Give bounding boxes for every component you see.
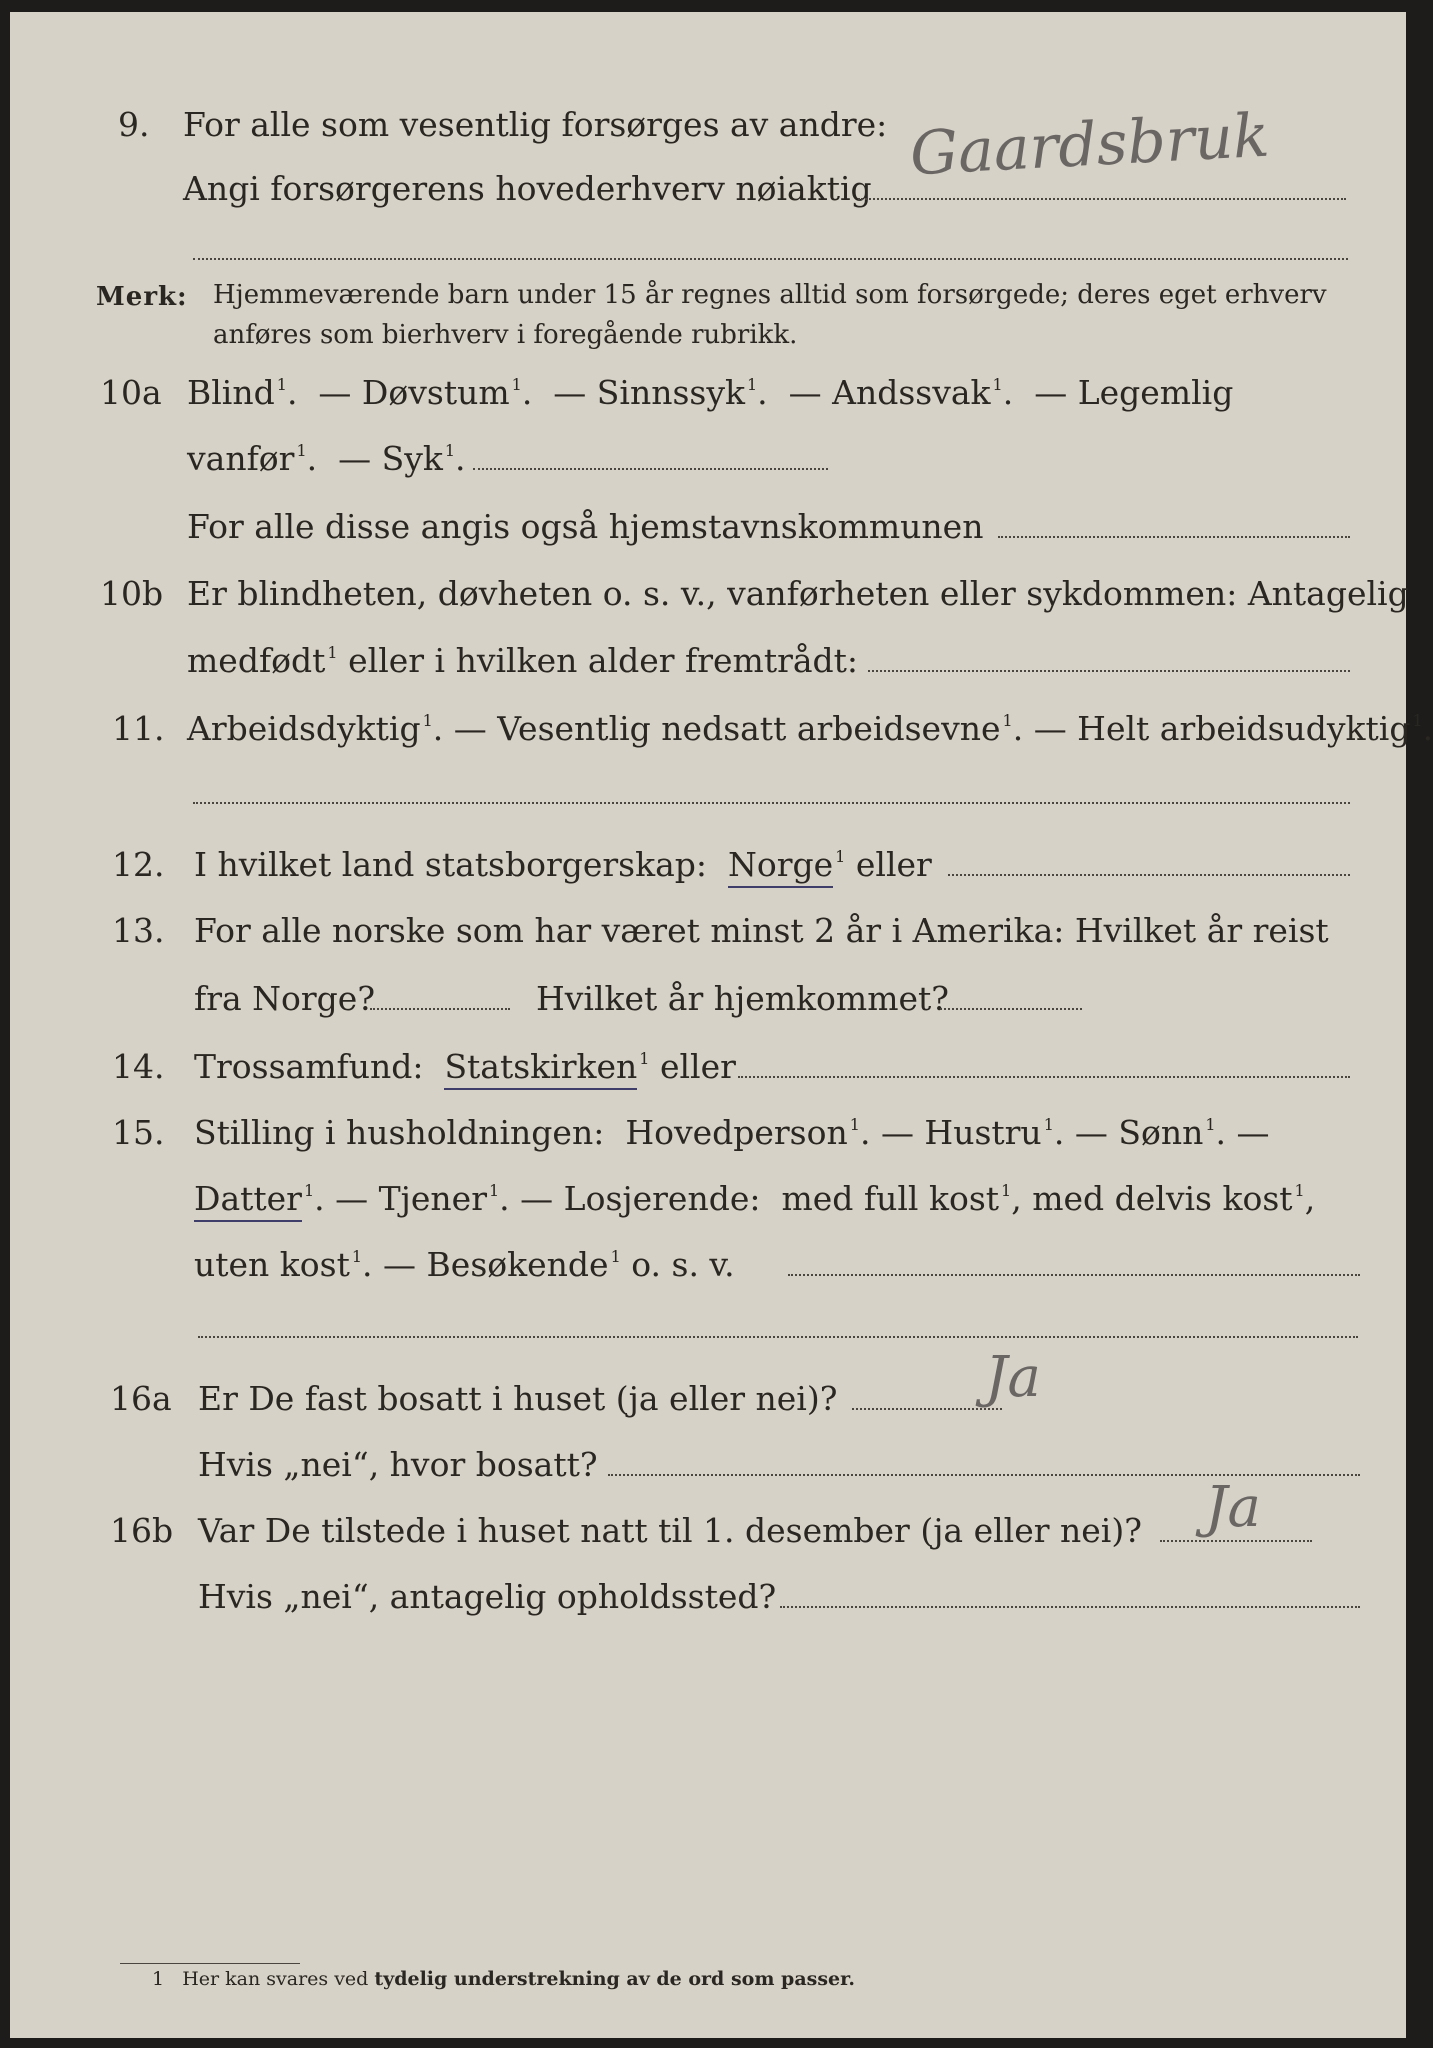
- q15-line1: Stilling i husholdningen: Hovedperson $^1$. — Hustru $^1$. — Sønn $^1$. —: [194, 1113, 1270, 1152]
- q10b-line1: Er blindheten, døvheten o. s. v., vanførheten eller sykdommen: Antagelig: [187, 574, 1409, 613]
- question-number-9: 9.: [118, 105, 150, 144]
- q13-reist-line: [370, 1008, 510, 1010]
- q9-extra-line: [193, 258, 1348, 260]
- q10b-line2: medfødt $^1$ eller i hvilken alder fremtrådt:: [187, 641, 859, 680]
- q9-answer-line: [858, 198, 1346, 200]
- question-number-11: 11.: [112, 709, 165, 748]
- question-number-13: 13.: [112, 911, 165, 950]
- q9-handwritten-answer: Gaardsbruk: [908, 100, 1272, 190]
- q14-answer-line: [738, 1076, 1350, 1078]
- q15-extra-line: [198, 1336, 1358, 1338]
- question-number-14: 14.: [112, 1047, 165, 1086]
- q14-line1: Trossamfund: Statskirken $^1$ eller: [194, 1050, 736, 1083]
- merk-line1: Hjemmeværende barn under 15 år regnes alltid som forsørgede; deres eget erhverv: [213, 280, 1327, 310]
- q16a-line2: Hvis „nei“, hvor bosatt?: [198, 1445, 598, 1484]
- q10a-line1: Blind $^1$. — Døvstum $^1$. — Sinnssyk $^1$. — Andssvak $^1$. — Legemlig: [187, 373, 1234, 412]
- q15-line3: uten kost $^1$. — Besøkende $^1$ o. s. v.: [194, 1245, 735, 1284]
- q15-datter-underlined: Datter: [194, 1179, 302, 1222]
- q11-line1: Arbeidsdyktig $^1$. — Vesentlig nedsatt arbeidsevne $^1$. — Helt arbeidsudyktig $^1$.: [187, 709, 1433, 748]
- question-number-10a: 10a: [100, 373, 162, 412]
- q10a-line2: vanfør $^1$. — Syk $^1$.: [187, 439, 466, 478]
- footnote: 1 Her kan svares ved tydelig understrekning av de ord som passer.: [152, 1968, 855, 1990]
- q9-line1: For alle som vesentlig forsørges av andre:: [183, 105, 888, 144]
- q13-line2b: Hvilket år hjemkommet?: [536, 979, 949, 1018]
- q10a-hjemstavn-line: [998, 536, 1350, 538]
- q9-line2: Angi forsørgerens hovederhverv nøiaktig: [183, 169, 872, 208]
- q16b-handwritten-answer: Ja: [1205, 1475, 1261, 1540]
- q12-norge-underlined: Norge: [728, 845, 833, 888]
- q10a-line3: For alle disse angis også hjemstavnskommunen: [187, 507, 984, 546]
- q16b-answer-line: [1160, 1540, 1312, 1542]
- q16a-line1: Er De fast bosatt i huset (ja eller nei)?: [198, 1379, 838, 1418]
- q10a-syk-line: [473, 468, 828, 470]
- q13-line2a: fra Norge?: [194, 979, 376, 1018]
- q13-line1: For alle norske som har været minst 2 år i Amerika: Hvilket år reist: [194, 911, 1329, 950]
- q15-line2: Datter $^1$. — Tjener $^1$. — Losjerende: med full kost $^1$, med delvis kost $^1$,: [194, 1182, 1315, 1215]
- q16b-opholdssted-line: [780, 1606, 1360, 1608]
- q11-extra-line: [193, 802, 1350, 804]
- merk-label: Merk:: [96, 282, 188, 312]
- q13-hjemkommet-line: [940, 1008, 1082, 1010]
- q14-statskirken-underlined: Statskirken: [444, 1047, 637, 1090]
- merk-line2: anføres som bierhverv i foregående rubrikk.: [213, 320, 798, 350]
- q16a-handwritten-answer: Ja: [985, 1345, 1041, 1410]
- q12-line1: I hvilket land statsborgerskap: Norge $^1$ eller: [194, 848, 932, 881]
- question-number-16b: 16b: [110, 1511, 174, 1550]
- form-page: [10, 12, 1433, 2038]
- q16b-line1: Var De tilstede i huset natt til 1. desember (ja eller nei)?: [198, 1511, 1142, 1550]
- question-number-15: 15.: [112, 1113, 165, 1152]
- footnote-rule: [120, 1963, 300, 1964]
- question-number-12: 12.: [112, 845, 165, 884]
- question-number-16a: 16a: [110, 1379, 172, 1418]
- q16b-line2: Hvis „nei“, antagelig opholdssted?: [198, 1577, 777, 1616]
- q15-answer-line: [788, 1274, 1360, 1276]
- q16a-answer-line: [852, 1408, 1002, 1410]
- question-number-10b: 10b: [100, 574, 164, 613]
- q10b-answer-line: [868, 670, 1350, 672]
- q12-answer-line: [948, 874, 1350, 876]
